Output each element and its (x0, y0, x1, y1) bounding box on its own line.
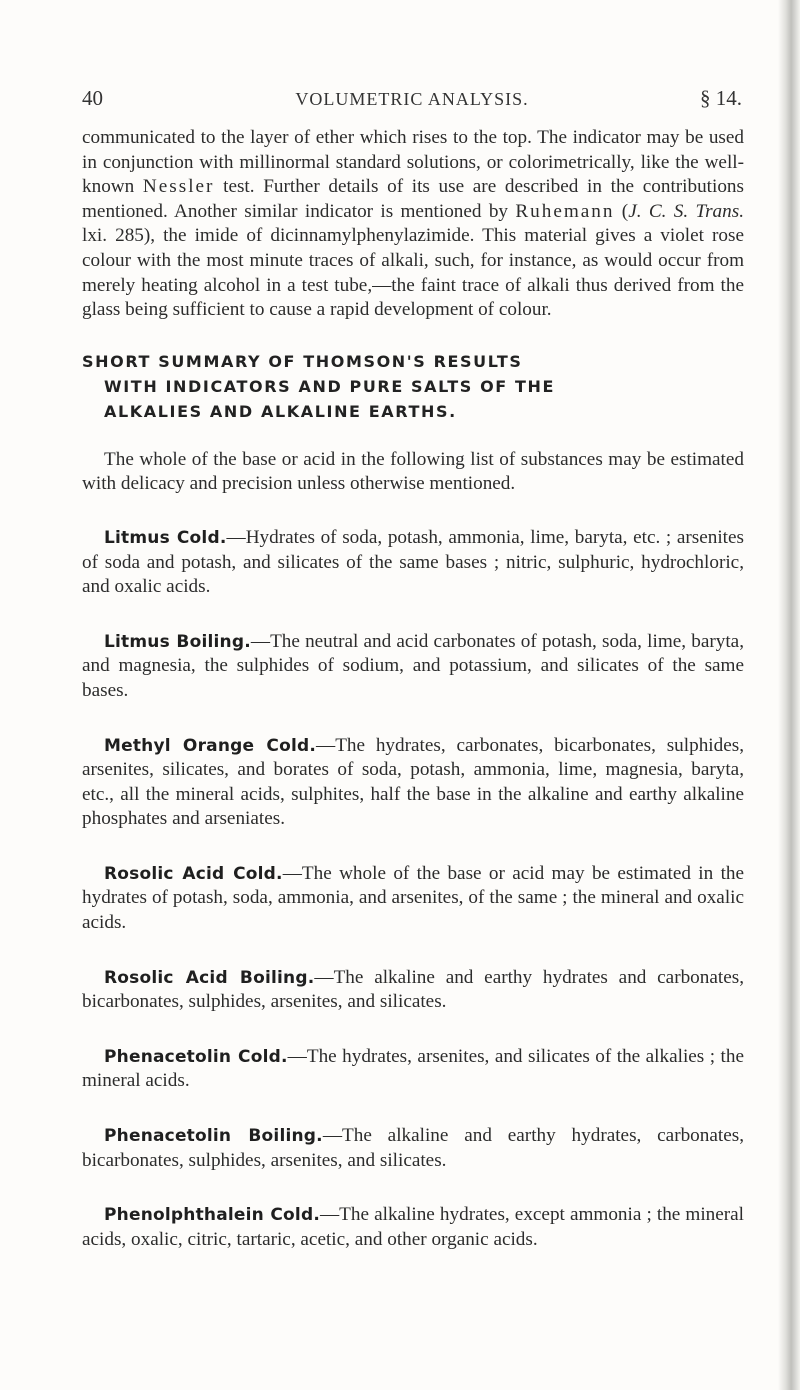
entry-term: Litmus Cold. (104, 527, 227, 548)
page-body (82, 126, 744, 1282)
intro-paragraph (82, 126, 744, 323)
entry-term: Phenolphthalein Cold. (104, 1205, 320, 1226)
entry-text: —The neutral and acid carbonates of potash, soda, lime, baryta, and magnesia, the sulphides of sodium, and potassium, and silicates of the same bases. (82, 630, 744, 701)
entry-litmus-boiling (82, 630, 744, 704)
summary-heading-line-3: ALKALIES AND ALKALINE EARTHS. (104, 401, 457, 421)
entry-phenacetolin-cold (82, 1045, 744, 1094)
entry-term: Methyl Orange Cold. (104, 735, 316, 756)
summary-heading (82, 349, 744, 424)
intro-text-1: communicated to the layer of ether which rises to the top. The indicator may be used in conjunction with millinormal standard solutions, or colorimetrically, like the well-known (82, 127, 744, 198)
nessler-name: Nessler (142, 176, 215, 198)
section-number: § 14. (700, 86, 742, 110)
summary-heading-line-1: SHORT SUMMARY OF THOMSON'S RESULTS (82, 351, 523, 371)
ruhemann-name: Ruhemann (515, 200, 615, 222)
entry-text: —The alkaline and earthy hydrates and carbonates, bicarbonates, sulphides, arsenites, and silicates. (82, 966, 744, 1013)
entry-phenolphthalein-cold (82, 1203, 744, 1252)
entry-term: Litmus Boiling. (104, 631, 251, 652)
running-title: VOLUMETRIC ANALYSIS. (295, 89, 529, 109)
entry-term: Phenacetolin Boiling. (104, 1126, 323, 1147)
entry-litmus-cold (82, 526, 744, 600)
intro-text-4: lxi. 285), the imide of dicinnamylphenylazimide. This material gives a violet rose colour with the most minute traces of alkali, such, for instance, as would occur from merely heating alcohol in a test tube,—the faint trace of alkali thus derived from the glass being sufficient to cause a rapid development of colour. (82, 225, 744, 321)
journal-reference: J. C. S. Trans. (628, 200, 744, 222)
running-header (82, 86, 742, 116)
entry-text: —The hydrates, arsenites, and silicates of the alkalies ; the mineral acids. (82, 1045, 744, 1092)
intro-text-3: ( (614, 200, 629, 222)
intro-text-2: test. Further details of its use are described in the contributions mentioned. Another similar indicator is mentioned by (82, 176, 744, 222)
entry-rosolic-acid-boiling (82, 966, 744, 1015)
entry-methyl-orange-cold (82, 734, 744, 832)
entry-term: Rosolic Acid Cold. (104, 863, 283, 884)
entry-text: —The hydrates, carbonates, bicarbonates, sulphides, arsenites, silicates, and borates of soda, potash, ammonia, lime, magnesia, baryta, etc., all the mineral acids, sulphites, half the base in the alkaline and earthy alkaline phosphates and arseniates. (82, 734, 744, 830)
entry-text: —The alkaline and earthy hydrates, carbonates, bicarbonates, sulphides, arsenites, and silicates. (82, 1125, 744, 1171)
entry-term: Phenacetolin Cold. (104, 1046, 288, 1067)
entry-phenacetolin-boiling (82, 1124, 744, 1173)
entry-rosolic-acid-cold (82, 862, 744, 936)
page-number: 40 (82, 86, 103, 110)
page-edge-shadow (778, 0, 800, 1390)
entry-text: —The whole of the base or acid may be estimated in the hydrates of potash, soda, ammonia, and arsenites, of the same ; the mineral and oxalic acids. (82, 862, 745, 934)
entry-term: Rosolic Acid Boiling. (104, 967, 315, 988)
entry-text: —Hydrates of soda, potash, ammonia, lime, baryta, etc. ; arsenites of soda and potash, and silicates of the same bases ; nitric, sulphuric, hydrochloric, and oxalic acids. (82, 526, 745, 598)
lead-paragraph: The whole of the base or acid in the following list of substances may be estimated with delicacy and precision unless otherwise mentioned. (82, 448, 744, 495)
summary-heading-line-2: WITH INDICATORS AND PURE SALTS OF THE (104, 376, 556, 396)
entry-text: —The alkaline hydrates, except ammonia ; the mineral acids, oxalic, citric, tartaric, acetic, and other organic acids. (82, 1204, 745, 1250)
